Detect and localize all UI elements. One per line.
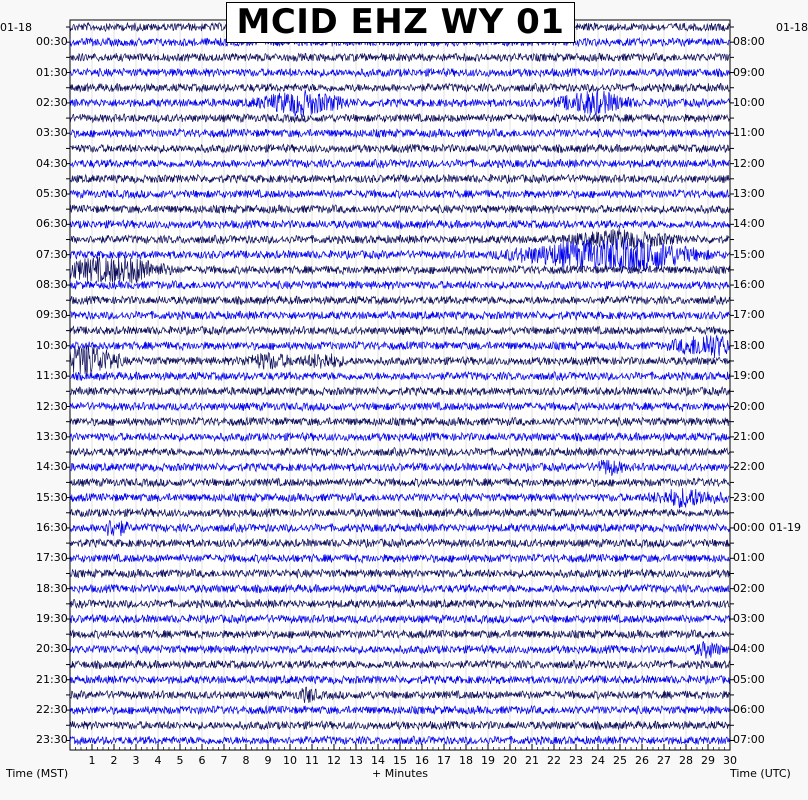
x-tick-label: 20 bbox=[503, 754, 517, 767]
left-time-label: 11:30 bbox=[36, 369, 68, 383]
left-time-label: 19:30 bbox=[36, 612, 68, 626]
left-time-label: 20:30 bbox=[36, 642, 68, 656]
x-tick-label: 1 bbox=[88, 754, 96, 767]
right-axis-title: Time (UTC) bbox=[730, 767, 791, 780]
x-tick-label: 17 bbox=[437, 754, 451, 767]
right-time-label: 06:00 bbox=[733, 703, 765, 717]
left-time-label: 15:30 bbox=[36, 490, 68, 504]
date-left-label: 01-18 bbox=[0, 21, 32, 34]
date-right-next-label: 01-19 bbox=[769, 520, 801, 534]
right-time-label: 10:00 bbox=[733, 95, 765, 109]
x-tick-label: 15 bbox=[393, 754, 407, 767]
left-time-label: 02:30 bbox=[36, 95, 68, 109]
left-time-label: 21:30 bbox=[36, 672, 68, 686]
x-tick-label: 11 bbox=[305, 754, 319, 767]
left-time-label: 05:30 bbox=[36, 186, 68, 200]
left-axis-title: Time (MST) bbox=[6, 767, 69, 780]
x-tick-label: 4 bbox=[154, 754, 162, 767]
x-tick-label: 22 bbox=[547, 754, 561, 767]
right-time-label: 12:00 bbox=[733, 156, 765, 170]
right-time-label: 20:00 bbox=[733, 399, 765, 413]
left-time-label: 23:30 bbox=[36, 733, 68, 747]
left-time-label: 18:30 bbox=[36, 581, 68, 595]
right-time-label: 17:00 bbox=[733, 308, 765, 322]
left-time-label: 17:30 bbox=[36, 551, 68, 565]
left-time-label: 16:30 bbox=[36, 520, 68, 534]
left-time-label: 10:30 bbox=[36, 338, 68, 352]
right-time-label: 13:00 bbox=[733, 186, 765, 200]
left-time-label: 06:30 bbox=[36, 217, 68, 231]
left-time-label: 14:30 bbox=[36, 460, 68, 474]
left-time-label: 04:30 bbox=[36, 156, 68, 170]
x-tick-label: 27 bbox=[657, 754, 671, 767]
right-time-label: 08:00 bbox=[733, 35, 765, 49]
right-time-label: 11:00 bbox=[733, 126, 765, 140]
x-tick-label: 25 bbox=[613, 754, 627, 767]
right-time-label: 14:00 bbox=[733, 217, 765, 231]
left-time-label: 03:30 bbox=[36, 126, 68, 140]
chart-title: MCID EHZ WY 01 bbox=[226, 2, 575, 43]
right-time-label: 07:00 bbox=[733, 733, 765, 747]
right-time-label: 18:00 bbox=[733, 338, 765, 352]
right-time-label: 05:00 bbox=[733, 672, 765, 686]
right-time-label: 00:00 bbox=[733, 520, 765, 534]
x-tick-label: 24 bbox=[591, 754, 605, 767]
x-tick-label: 23 bbox=[569, 754, 583, 767]
x-tick-label: 12 bbox=[327, 754, 341, 767]
x-tick-label: 26 bbox=[635, 754, 649, 767]
x-tick-label: 9 bbox=[264, 754, 272, 767]
left-time-label: 00:30 bbox=[36, 35, 68, 49]
x-tick-label: 5 bbox=[176, 754, 184, 767]
right-time-label: 21:00 bbox=[733, 429, 765, 443]
x-tick-label: 29 bbox=[701, 754, 715, 767]
x-tick-label: 19 bbox=[481, 754, 495, 767]
x-tick-label: 7 bbox=[220, 754, 228, 767]
x-tick-label: 21 bbox=[525, 754, 539, 767]
right-time-label: 02:00 bbox=[733, 581, 765, 595]
left-time-label: 12:30 bbox=[36, 399, 68, 413]
x-tick-label: 2 bbox=[110, 754, 118, 767]
left-time-label: 22:30 bbox=[36, 703, 68, 717]
x-tick-label: 3 bbox=[132, 754, 140, 767]
left-time-label: 01:30 bbox=[36, 65, 68, 79]
right-time-label: 23:00 bbox=[733, 490, 765, 504]
right-time-label: 15:00 bbox=[733, 247, 765, 261]
right-time-label: 01:00 bbox=[733, 551, 765, 565]
right-time-label: 04:00 bbox=[733, 642, 765, 656]
x-tick-label: 8 bbox=[242, 754, 250, 767]
left-time-label: 09:30 bbox=[36, 308, 68, 322]
left-time-label: 07:30 bbox=[36, 247, 68, 261]
left-time-label: 13:30 bbox=[36, 429, 68, 443]
x-tick-label: 14 bbox=[371, 754, 385, 767]
left-time-label: 08:30 bbox=[36, 278, 68, 292]
right-time-label: 19:00 bbox=[733, 369, 765, 383]
x-axis-title: + Minutes bbox=[372, 767, 429, 780]
right-time-label: 16:00 bbox=[733, 278, 765, 292]
x-tick-label: 30 bbox=[723, 754, 737, 767]
x-tick-label: 28 bbox=[679, 754, 693, 767]
right-time-label: 09:00 bbox=[733, 65, 765, 79]
x-tick-label: 18 bbox=[459, 754, 473, 767]
right-time-label: 22:00 bbox=[733, 460, 765, 474]
date-right-label: 01-18 bbox=[776, 21, 808, 34]
right-time-label: 03:00 bbox=[733, 612, 765, 626]
x-tick-label: 16 bbox=[415, 754, 429, 767]
x-tick-label: 13 bbox=[349, 754, 363, 767]
x-tick-label: 10 bbox=[283, 754, 297, 767]
x-tick-label: 6 bbox=[198, 754, 206, 767]
